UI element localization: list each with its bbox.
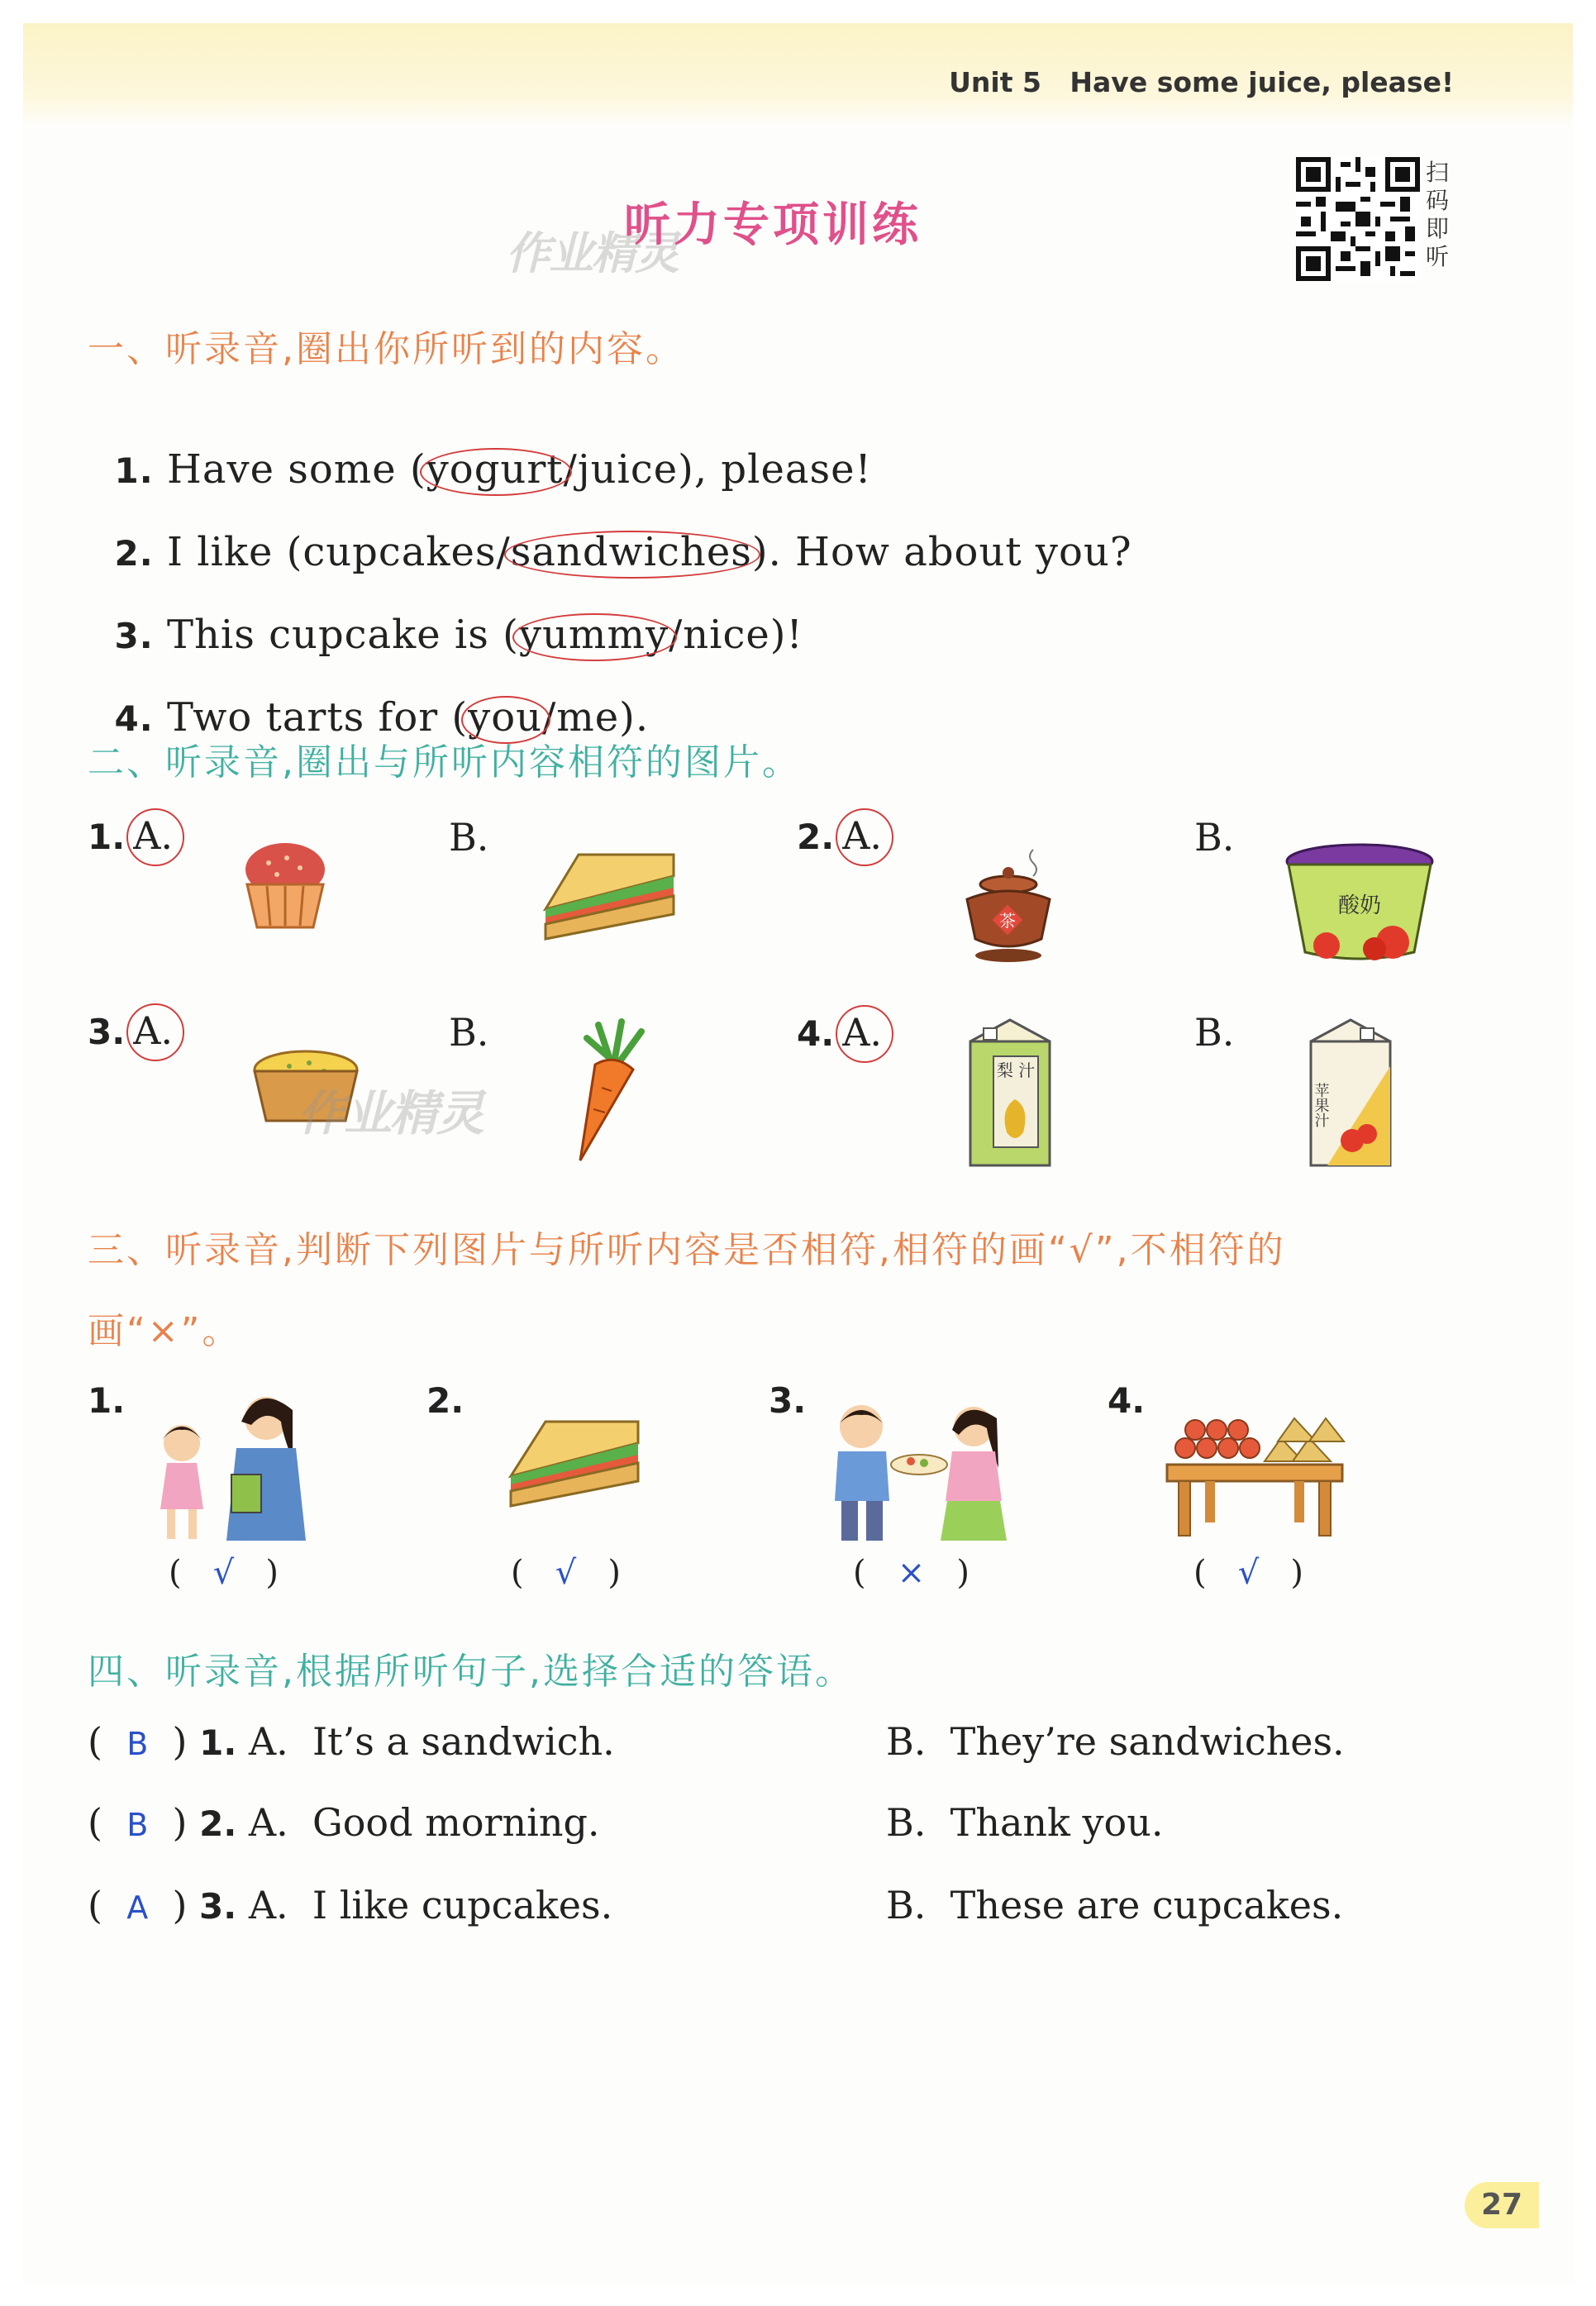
section1-heading: 一、听录音,圈出你所听到的内容。 xyxy=(88,328,684,370)
section1-item-3: 3. This cupcake is (yummy/nice)! xyxy=(114,612,803,658)
table-of-food-icon xyxy=(1157,1397,1352,1537)
section2-item-4-a[interactable]: 4. A. xyxy=(797,1010,883,1055)
apple-juice-icon xyxy=(1303,1017,1398,1170)
section2-heading: 二、听录音,圈出与所听内容相符的图片。 xyxy=(88,741,801,784)
cupcake-icon xyxy=(236,835,335,934)
section4-item-1-b: B. They’re sandwiches. xyxy=(886,1719,1345,1764)
qr-label: 扫 码 即 听 xyxy=(1425,159,1449,270)
section2-item-2-a[interactable]: 2. A. xyxy=(797,813,883,858)
section3-item-3-answer: ( × ) xyxy=(853,1554,970,1592)
section3-item-4-number: 4. xyxy=(1108,1380,1146,1421)
section3-item-2-number: 2. xyxy=(426,1380,465,1421)
section1-item-2: 2. I like (cupcakes/sandwiches). How about you? xyxy=(114,529,1132,575)
yogurt-label: 酸奶 xyxy=(1337,893,1382,918)
circled-answer: sandwiches xyxy=(510,529,752,575)
section3-item-2-answer: ( √ ) xyxy=(511,1554,621,1592)
section2-item-1-b[interactable]: B. xyxy=(449,815,489,860)
header-unit-title: Unit 5 Have some juice, please! xyxy=(949,66,1454,98)
yogurt-icon xyxy=(1277,836,1442,969)
pear-juice-icon xyxy=(960,1017,1060,1170)
section2-item-3-a[interactable]: 3. A. xyxy=(88,1008,174,1053)
sandwich-icon xyxy=(537,843,682,942)
sandwich-icon-2 xyxy=(504,1410,645,1509)
section4-item-3-b: B. These are cupcakes. xyxy=(886,1883,1344,1927)
section4-item-2-b: B. Thank you. xyxy=(886,1800,1164,1845)
carrot-icon xyxy=(562,1018,653,1167)
section3-item-1-answer: ( √ ) xyxy=(169,1554,279,1592)
qr-code-icon[interactable] xyxy=(1296,157,1420,281)
section2-item-3-b[interactable]: B. xyxy=(449,1010,489,1055)
section4-item-1: ( B ) 1. A. It’s a sandwich. xyxy=(88,1719,615,1764)
section2-item-2-b[interactable]: B. xyxy=(1194,815,1235,860)
section3-item-3-number: 3. xyxy=(769,1380,807,1421)
section4-item-2: ( B ) 2. A. Good morning. xyxy=(88,1800,600,1845)
section2-item-4-b[interactable]: B. xyxy=(1194,1010,1235,1055)
circled-answer: you xyxy=(468,694,543,741)
girl-and-mother-icon xyxy=(142,1385,324,1541)
section4-item-3: ( A ) 3. A. I like cupcakes. xyxy=(88,1883,613,1927)
section4-heading: 四、听录音,根据所听句子,选择合适的答语。 xyxy=(88,1651,854,1693)
page-title: 听力专项训练 xyxy=(624,198,922,252)
circled-answer: yummy xyxy=(518,612,669,658)
page-number: 27 xyxy=(1465,2182,1539,2228)
watermark: 作业精灵 xyxy=(506,227,678,279)
section1-item-1: 1. Have some (yogurt/juice), please! xyxy=(114,446,872,493)
tea-label: 茶 xyxy=(999,911,1016,931)
circled-answer: yogurt xyxy=(426,446,564,493)
tea-icon xyxy=(950,841,1066,965)
apple-juice-label: 苹果汁 xyxy=(1312,1083,1330,1127)
section1-item-4: 4. Two tarts for (you/me). xyxy=(114,694,650,741)
boy-and-girl-icon xyxy=(823,1394,1012,1541)
section3-item-1-number: 1. xyxy=(88,1380,126,1421)
section3-item-4-answer: ( √ ) xyxy=(1193,1554,1303,1592)
section3-heading: 三、听录音,判断下列图片与所听内容是否相符,相符的画“√”,不相符的 画“×”。 xyxy=(88,1229,1286,1352)
watermark-2: 作业精灵 xyxy=(298,1085,484,1141)
section2-item-1-a[interactable]: 1. A. xyxy=(88,813,174,858)
pear-juice-label: 梨 汁 xyxy=(996,1060,1036,1080)
